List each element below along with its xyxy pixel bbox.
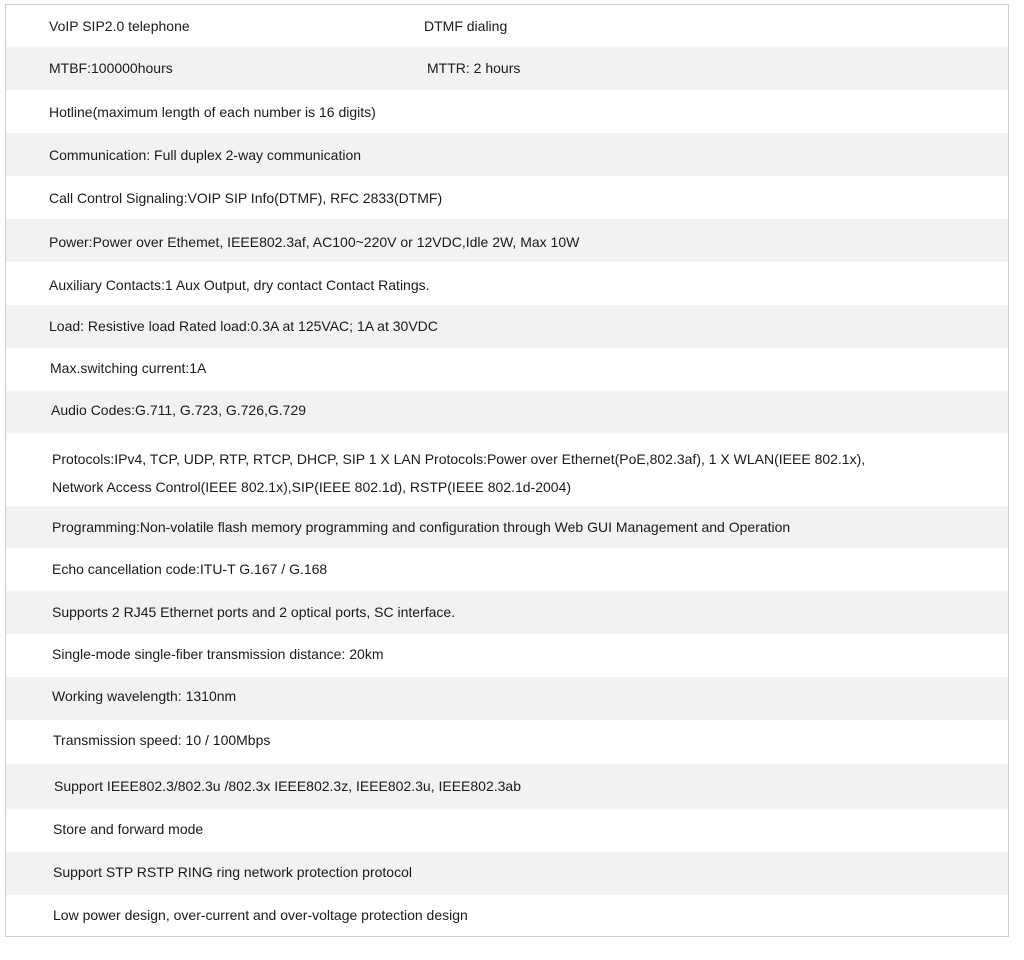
spec-text: Support IEEE802.3/802.3u /802.3x IEEE802.3z, IEEE802.3u, IEEE802.3ab: [54, 778, 522, 794]
spec-text: Max.switching current:1A: [50, 360, 207, 376]
spec-row: [6, 895, 1008, 936]
spec-text: Working wavelength: 1310nm: [52, 688, 237, 704]
spec-text: Store and forward mode: [53, 821, 204, 837]
spec-text: Auxiliary Contacts:1 Aux Output, dry contact Contact Ratings.: [49, 277, 430, 293]
spec-text: Transmission speed: 10 / 100Mbps: [53, 732, 271, 748]
spec-text: Communication: Full duplex 2-way communication: [49, 147, 362, 163]
spec-row: [6, 176, 1008, 219]
spec-row: [6, 90, 1008, 133]
spec-text-multiline: [52, 445, 865, 501]
spec-text: Programming:Non-volatile flash memory programming and configuration through Web GUI Management and Operation: [52, 519, 791, 535]
spec-text: MTBF:100000hours: [49, 60, 173, 76]
spec-row: [6, 591, 1008, 634]
spec-text: VoIP SIP2.0 telephone: [49, 18, 190, 34]
spec-row: [6, 764, 1008, 809]
spec-row: [6, 720, 1008, 764]
spec-text: Call Control Signaling:VOIP SIP Info(DTMF), RFC 2833(DTMF): [49, 190, 443, 206]
spec-text: Echo cancellation code:ITU-T G.167 / G.168: [52, 561, 328, 577]
spec-row: [6, 506, 1008, 548]
spec-text: Power:Power over Ethemet, IEEE802.3af, AC100~220V or 12VDC,Idle 2W, Max 10W: [49, 234, 580, 250]
spec-row: [6, 852, 1008, 895]
spec-row: [6, 348, 1008, 391]
spec-table: [5, 4, 1009, 937]
spec-row: [6, 634, 1008, 677]
spec-text: Hotline(maximum length of each number is 16 digits): [49, 104, 376, 120]
spec-row: [6, 305, 1008, 348]
spec-row: [6, 219, 1008, 262]
spec-row: [6, 5, 1008, 47]
spec-text-line: Network Access Control(IEEE 802.1x),SIP(IEEE 802.1d), RSTP(IEEE 802.1d-2004): [52, 479, 572, 495]
spec-text: MTTR: 2 hours: [427, 60, 521, 76]
spec-row: [6, 133, 1008, 176]
spec-row: [6, 677, 1008, 720]
spec-text: Audio Codes:G.711, G.723, G.726,G.729: [51, 402, 307, 418]
spec-text: Single-mode single-fiber transmission distance: 20km: [52, 646, 384, 662]
spec-text: Load: Resistive load Rated load:0.3A at 125VAC; 1A at 30VDC: [49, 318, 438, 334]
spec-row: [6, 809, 1008, 852]
spec-text-line: Protocols:IPv4, TCP, UDP, RTP, RTCP, DHCP, SIP 1 X LAN Protocols:Power over Ethernet(PoE,802.3af), 1 X WLAN(IEEE 802.1x),: [52, 451, 866, 467]
spec-row: [6, 391, 1008, 433]
spec-text: Supports 2 RJ45 Ethernet ports and 2 optical ports, SC interface.: [52, 604, 456, 620]
spec-text: DTMF dialing: [424, 18, 508, 34]
spec-text: Low power design, over-current and over-voltage protection design: [53, 907, 468, 923]
spec-row: [6, 47, 1008, 90]
spec-text: Support STP RSTP RING ring network protection protocol: [53, 864, 412, 880]
spec-row: [6, 548, 1008, 591]
spec-row: [6, 433, 1008, 506]
spec-row: [6, 262, 1008, 305]
